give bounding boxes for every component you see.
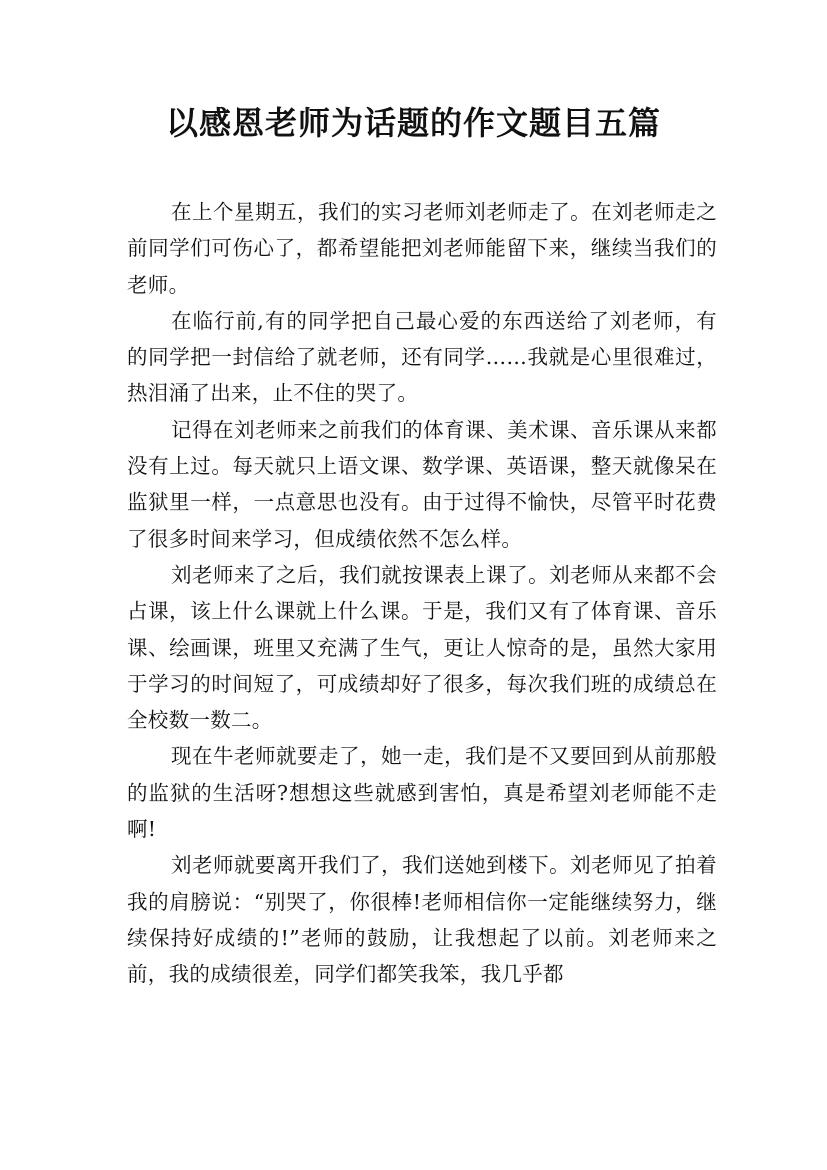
document-body bbox=[127, 194, 717, 993]
paragraph: 在上个星期五，我们的实习老师刘老师走了。在刘老师走之前同学们可伤心了，都希望能把刘老师能留下来，继续当我们的老师。 bbox=[127, 200, 717, 297]
paragraph: 现在牛老师就要走了，她一走，我们是不又要回到从前那般的监狱的生活呀?想想这些就感到害怕，真是希望刘老师能不走啊! bbox=[127, 744, 717, 842]
paragraph: 刘老师来了之后，我们就按课表上课了。刘老师从来都不会占课，该上什么课就上什么课。于是，我们又有了体育课、音乐课、绘画课，班里又充满了生气，更让人惊奇的是，虽然大家用于学习的时间短了，可成绩却好了很多，每次我们班的成绩总在全校数一数二。 bbox=[127, 562, 717, 733]
page-title: 以感恩老师为话题的作文题目五篇 bbox=[165, 104, 661, 142]
paragraph: 刘老师就要离开我们了，我们送她到楼下。刘老师见了拍着我的肩膀说：“别哭了，你很棒!老师相信你一定能继续努力，继续保持好成绩的!”老师的鼓励，让我想起了以前。刘老师来之前，我的成绩很差，同学们都笑我笨，我几乎都 bbox=[127, 853, 717, 987]
paragraph: 在临行前,有的同学把自己最心爱的东西送给了刘老师，有的同学把一封信给了就老师，还有同学……我就是心里很难过，热泪涌了出来，止不住的哭了。 bbox=[127, 308, 717, 406]
paragraph: 记得在刘老师来之前我们的体育课、美术课、音乐课从来都没有上过。每天就只上语文课、数学课、英语课，整天就像呆在监狱里一样，一点意思也没有。由于过得不愉快，尽管平时花费了很多时间来学习，但成绩依然不怎么样。 bbox=[127, 417, 717, 551]
